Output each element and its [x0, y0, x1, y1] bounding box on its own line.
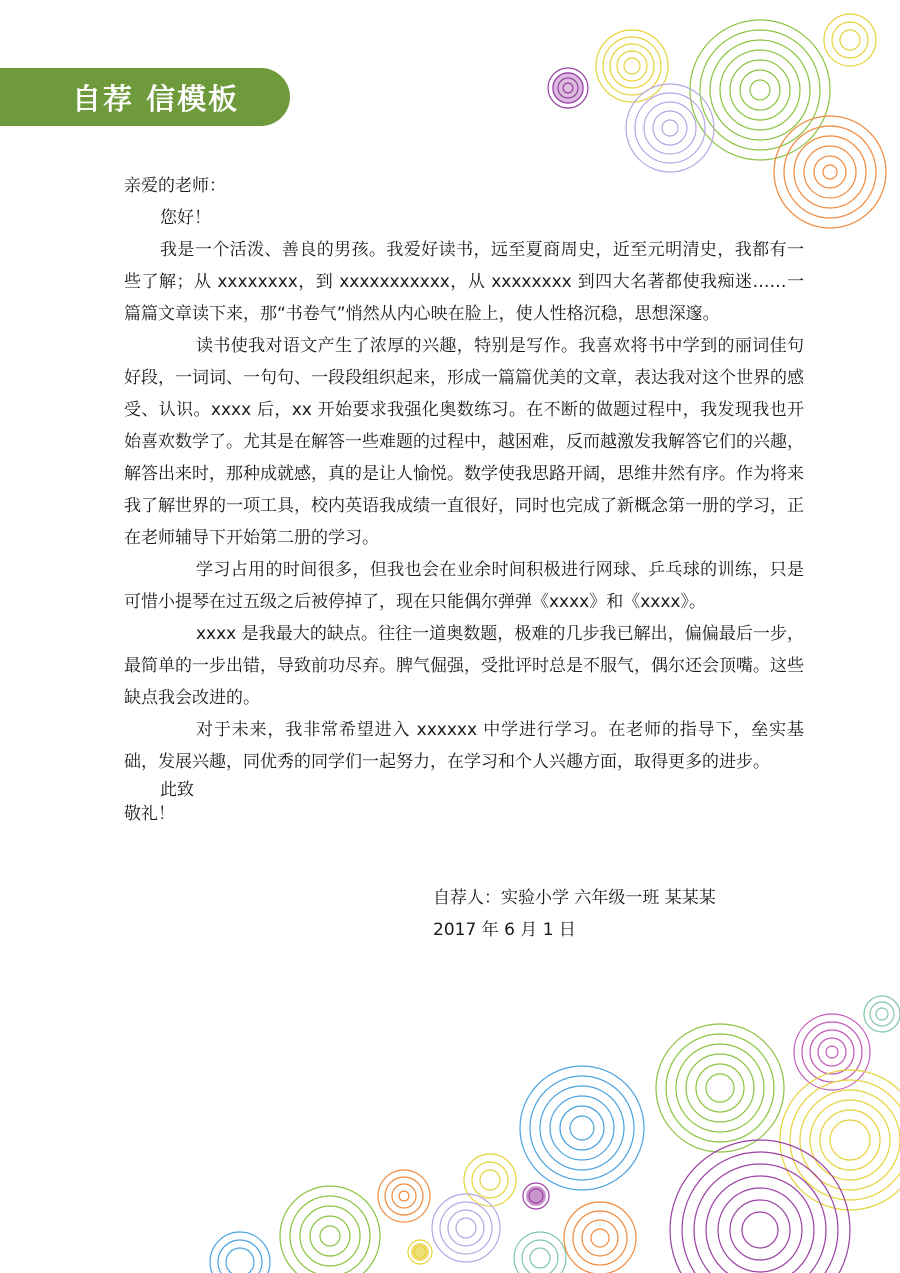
scribble-circle-9 [794, 1014, 870, 1090]
scribble-circle-6 [824, 14, 876, 66]
scribble-circle-8 [656, 1024, 784, 1152]
scribble-circle-13 [378, 1170, 430, 1222]
paragraph-5: 对于未来，我非常希望进入 xxxxxx 中学进行学习。在老师的指导下，垒实基础，发展兴趣，同优秀的同学们一起努力，在学习和个人兴趣方面，取得更多的进步。 [124, 720, 804, 772]
scribble-circle-3 [690, 20, 830, 160]
paragraph-2: 读书使我对语文产生了浓厚的兴趣，特别是写作。我喜欢将书中学到的丽词佳句好段，一词词、一句句、一段段组织起来，形成一篇篇优美的文章，表达我对这个世界的感受、认识。xxxx 后，xx 开始要求我强化奥数练习。在不断的做题过程中，我发现我也开始喜欢数学了。尤其是在解答一些难题的过程中，越困难，反而越激发我解答它们的兴趣，解答出来时，那种成就感，真的是让人愉悦。数学使我思路开阔，思维井然有序。作为将来我了解世界的一项工具，校内英语我成绩一直很好，同时也完成了新概念第一册的学习，正在老师辅导下开始第二册的学习。 [124, 336, 804, 548]
scribble-circle-1 [548, 68, 588, 108]
scribble-circle-17 [564, 1202, 636, 1273]
scribble-circle-18 [280, 1186, 380, 1273]
closing-line-1: 此致 [160, 780, 194, 800]
closing-line-2: 敬礼！ [124, 804, 175, 824]
letter-body [124, 170, 804, 826]
signature-block [433, 882, 716, 946]
greeting: 您好！ [160, 208, 211, 228]
scribble-circle-12 [670, 1140, 850, 1273]
signature-author: 自荐人：实验小学 六年级一班 某某某 [433, 888, 716, 908]
paragraph-1: 我是一个活泼、善良的男孩。我爱好读书，远至夏商周史，近至元明清史，我都有一些了解；从 xxxxxxxx，到 xxxxxxxxxxx，从 xxxxxxxx 到四大名著都使我痴迷……一篇篇文章读下来，那“书卷气”悄然从内心映在脸上，使人性格沉稳，思想深邃。 [124, 240, 804, 324]
paragraph-3: 学习占用的时间很多，但我也会在业余时间积极进行网球、乒乓球的训练，只是可惜小提琴在过五级之后被停掉了，现在只能偶尔弹弹《xxxx》和《xxxx》。 [124, 560, 804, 612]
signature-date: 2017 年 6 月 1 日 [433, 920, 576, 940]
paragraph-4: xxxx 是我最大的缺点。往往一道奥数题，极难的几步我已解出，偏偏最后一步，最简单的一步出错，导致前功尽弃。脾气倔强，受批评时总是不服气，偶尔还会顶嘴。这些缺点我会改进的。 [124, 624, 804, 708]
scribble-circle-20 [408, 1240, 432, 1264]
header-banner [0, 68, 290, 126]
scribble-circle-4 [626, 84, 714, 172]
page-title: 自荐 信模板 [72, 81, 240, 116]
scribble-circle-2 [596, 30, 668, 102]
scribble-circle-7 [520, 1066, 644, 1190]
scribble-circle-10 [864, 996, 900, 1032]
scribble-circle-21 [514, 1232, 566, 1273]
scribble-circle-19 [210, 1232, 270, 1273]
scribble-circle-11 [780, 1070, 900, 1210]
scribble-circle-16 [523, 1183, 549, 1209]
scribble-circle-14 [464, 1154, 516, 1206]
salutation: 亲爱的老师： [124, 176, 226, 196]
scribble-circle-15 [432, 1194, 500, 1262]
